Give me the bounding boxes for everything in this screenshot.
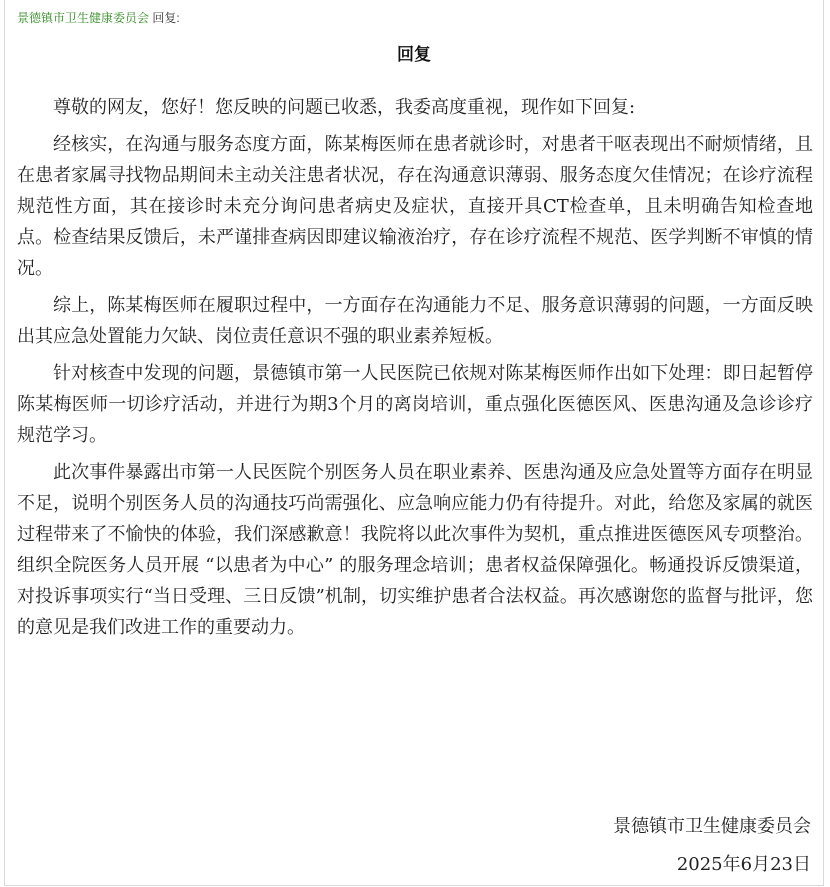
reply-container bbox=[4, 0, 824, 886]
paragraph-verification: 经核实，在沟通与服务态度方面，陈某梅医师在患者就诊时，对患者干呕表现出不耐烦情绪，且在患者家属寻找物品期间未主动关注患者状况，存在沟通意识薄弱、服务态度欠佳情况；在诊疗流程规范性方面，其在接诊时未充分询问患者病史及症状，直接开具CT检查单，且未明确告知检查地点。检查结果反馈后，未严谨排查病因即建议输液治疗，存在诊疗流程不规范、医学判断不审慎的情况。 bbox=[17, 134, 813, 279]
signature-date: 2025年6月23日 bbox=[676, 854, 811, 875]
signature-block bbox=[613, 808, 811, 884]
reply-suffix: 回复: bbox=[152, 11, 180, 25]
paragraph-handling: 针对核查中发现的问题，景德镇市第一人民医院已依规对陈某梅医师作出如下处理：即日起暂停陈某梅医师一切诊疗活动，并进行为期3个月的离岗培训，重点强化医德医风、医患沟通及急诊诊疗规范学习。 bbox=[17, 363, 813, 446]
reply-body bbox=[17, 92, 813, 649]
paragraph-greeting: 尊敬的网友，您好！您反映的问题已收悉，我委高度重视，现作如下回复: bbox=[53, 97, 636, 118]
reply-header bbox=[17, 9, 180, 27]
paragraph-summary: 综上，陈某梅医师在履职过程中，一方面存在沟通能力不足、服务意识薄弱的问题，一方面反映出其应急处置能力欠缺、岗位责任意识不强的职业素养短板。 bbox=[17, 295, 813, 347]
reply-title: 回复 bbox=[397, 45, 431, 65]
paragraph-rectification: 此次事件暴露出市第一人民医院个别医务人员在职业素养、医患沟通及应急处置等方面存在明显不足，说明个别医务人员的沟通技巧尚需强化、应急响应能力仍有待提升。对此，给您及家属的就医过程带来了不愉快的体验，我们深感歉意！我院将以此次事件为契机，重点推进医德医风专项整治。组织全院医务人员开展 “以患者为中心” 的服务理念培训；患者权益保障强化。畅通投诉反馈渠道，对投诉事项实行“当日受理、三日反馈”机制，切实维护患者合法权益。再次感谢您的监督与批评，您的意见是我们改进工作的重要动力。 bbox=[17, 462, 813, 638]
signature-org: 景德镇市卫生健康委员会 bbox=[613, 816, 811, 837]
sender-link[interactable]: 景德镇市卫生健康委员会 bbox=[17, 11, 150, 25]
